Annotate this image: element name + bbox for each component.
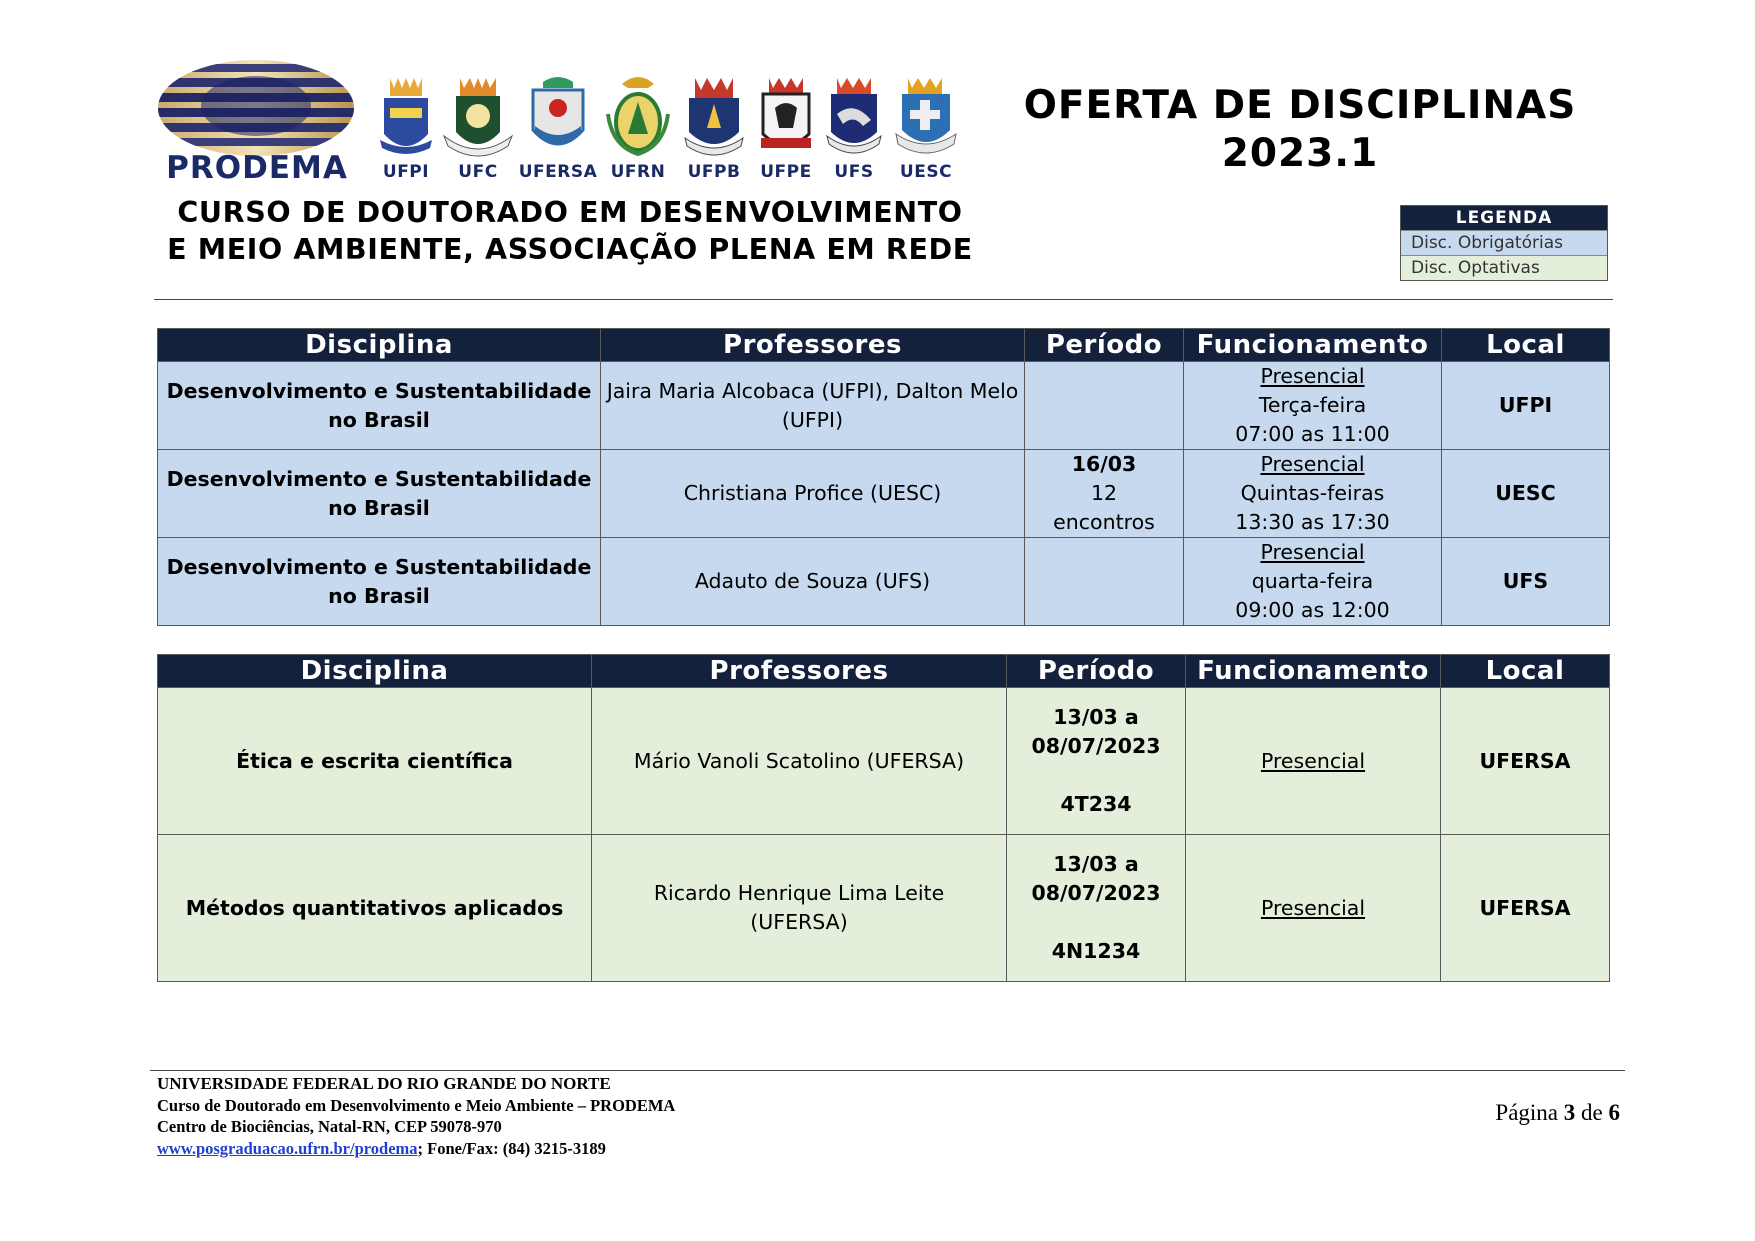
cell-funcionamento [1186, 688, 1441, 835]
legend-optativas: Disc. Optativas [1401, 255, 1607, 280]
col-professores: Professores [601, 329, 1025, 362]
uesc-crest [888, 74, 964, 182]
col-funcionamento: Funcionamento [1186, 655, 1441, 688]
cell-professores: Mário Vanoli Scatolino (UFERSA) [592, 688, 1007, 835]
ufersa-crest [512, 74, 604, 182]
ufpe-crest-icon [755, 74, 817, 160]
page-title-line1: OFERTA DE DISCIPLINAS [1023, 83, 1577, 128]
cell-professores: Christiana Profice (UESC) [601, 450, 1025, 538]
horario: 09:00 as 12:00 [1235, 598, 1390, 622]
cell-local: UFPI [1442, 362, 1610, 450]
cell-professores: Jaira Maria Alcobaca (UFPI), Dalton Melo (UFPI) [601, 362, 1025, 450]
horario: 13:30 as 17:30 [1235, 510, 1390, 534]
modo: Presencial [1260, 364, 1365, 388]
footer-website-link[interactable]: www.posgraduacao.ufrn.br/prodema [157, 1138, 418, 1158]
table-row [158, 688, 1610, 835]
footer [157, 1073, 1057, 1159]
cell-disciplina: Desenvolvimento e Sustentabilidade no Brasil [158, 450, 601, 538]
cell-funcionamento [1186, 835, 1441, 982]
page-of: de [1581, 1100, 1603, 1125]
legend-title: LEGENDA [1401, 206, 1607, 230]
cell-local: UFERSA [1441, 688, 1610, 835]
footer-contact [157, 1138, 1057, 1160]
cell-disciplina: Ética e escrita científica [158, 688, 592, 835]
footer-phone: ; Fone/Fax: (84) 3215-3189 [417, 1138, 606, 1158]
header-divider [154, 299, 1613, 300]
ufpi-label: UFPI [382, 162, 430, 182]
page-title [1010, 82, 1590, 178]
modo: Presencial [1260, 452, 1365, 476]
cell-periodo [1025, 362, 1184, 450]
cell-local: UFS [1442, 538, 1610, 626]
ufpi-crest [368, 74, 444, 182]
periodo-line1: 13/03 a [1053, 852, 1139, 876]
ufc-crest-icon [442, 74, 514, 160]
periodo-start: 16/03 [1071, 452, 1137, 476]
course-title [150, 194, 990, 268]
table-obrigatorias [157, 328, 1610, 626]
dia: Quintas-feiras [1240, 481, 1385, 505]
course-title-line1: CURSO DE DOUTORADO EM DESENVOLVIMENTO [177, 196, 963, 229]
ufpi-crest-icon [376, 74, 436, 160]
footer-university: UNIVERSIDADE FEDERAL DO RIO GRANDE DO NORTE [157, 1074, 611, 1093]
page-current: 3 [1563, 1100, 1576, 1125]
cell-disciplina: Desenvolvimento e Sustentabilidade no Brasil [158, 538, 601, 626]
legend-obrigatorias: Disc. Obrigatórias [1401, 230, 1607, 255]
cell-local: UFERSA [1441, 835, 1610, 982]
ufersa-label: UFERSA [518, 162, 598, 182]
table-header-row [158, 329, 1610, 362]
cell-funcionamento [1184, 450, 1442, 538]
col-disciplina: Disciplina [158, 329, 601, 362]
cell-periodo [1007, 688, 1186, 835]
legend [1400, 205, 1608, 281]
periodo-codigo: 4T234 [1060, 792, 1132, 816]
ufrn-label: UFRN [610, 162, 666, 182]
course-title-line2: E MEIO AMBIENTE, ASSOCIAÇÃO PLENA EM REDE [167, 233, 973, 266]
modo: Presencial [1260, 540, 1365, 564]
ufpb-label: UFPB [687, 162, 741, 182]
ufpb-crest [676, 74, 752, 182]
periodo-line1: 13/03 a [1053, 705, 1139, 729]
page-label: Página [1495, 1100, 1559, 1125]
col-disciplina: Disciplina [158, 655, 592, 688]
prodema-logo-text: PRODEMA [166, 150, 348, 186]
page-total: 6 [1608, 1100, 1620, 1125]
ufpe-crest [748, 74, 824, 182]
col-funcionamento: Funcionamento [1184, 329, 1442, 362]
ufrn-crest-icon [602, 74, 674, 160]
uesc-label: UESC [899, 162, 953, 182]
cell-disciplina: Desenvolvimento e Sustentabilidade no Brasil [158, 362, 601, 450]
footer-course: Curso de Doutorado em Desenvolvimento e Meio Ambiente – PRODEMA [157, 1095, 676, 1115]
ufs-crest-icon [823, 74, 885, 160]
ufrn-crest [600, 74, 676, 182]
page-number [1400, 1100, 1620, 1126]
cell-funcionamento [1184, 362, 1442, 450]
periodo-line2: 08/07/2023 [1031, 881, 1161, 905]
table-row [158, 450, 1610, 538]
ufersa-crest-icon [523, 74, 593, 160]
col-periodo: Período [1007, 655, 1186, 688]
cell-periodo [1007, 835, 1186, 982]
ufpb-crest-icon [681, 74, 747, 160]
periodo-codigo: 4N1234 [1051, 939, 1141, 963]
horario: 07:00 as 11:00 [1235, 422, 1390, 446]
ufc-label: UFC [458, 162, 498, 182]
page-title-line2: 2023.1 [1221, 131, 1379, 176]
table-header-row [158, 655, 1610, 688]
ufpe-label: UFPE [760, 162, 812, 182]
footer-address: Centro de Biociências, Natal-RN, CEP 59078-970 [157, 1117, 502, 1136]
footer-divider [150, 1070, 1625, 1071]
ufs-label: UFS [834, 162, 874, 182]
cell-disciplina: Métodos quantitativos aplicados [158, 835, 592, 982]
col-local: Local [1441, 655, 1610, 688]
cell-funcionamento [1184, 538, 1442, 626]
prodema-logo [156, 58, 356, 186]
ufs-crest [816, 74, 892, 182]
uesc-crest-icon [892, 74, 960, 160]
cell-periodo [1025, 450, 1184, 538]
modo: Presencial [1260, 748, 1366, 773]
col-periodo: Período [1025, 329, 1184, 362]
periodo-line2: 08/07/2023 [1031, 734, 1161, 758]
table-optativas [157, 654, 1610, 982]
dia: quarta-feira [1251, 569, 1374, 593]
cell-professores: Ricardo Henrique Lima Leite (UFERSA) [592, 835, 1007, 982]
cell-periodo [1025, 538, 1184, 626]
dia: Terça-feira [1258, 393, 1367, 417]
table-row [158, 362, 1610, 450]
col-professores: Professores [592, 655, 1007, 688]
periodo-detail: 12 encontros [1053, 481, 1155, 534]
cell-local: UESC [1442, 450, 1610, 538]
table-row [158, 835, 1610, 982]
modo: Presencial [1260, 895, 1366, 920]
col-local: Local [1442, 329, 1610, 362]
ufc-crest [440, 74, 516, 182]
table-row [158, 538, 1610, 626]
cell-professores: Adauto de Souza (UFS) [601, 538, 1025, 626]
